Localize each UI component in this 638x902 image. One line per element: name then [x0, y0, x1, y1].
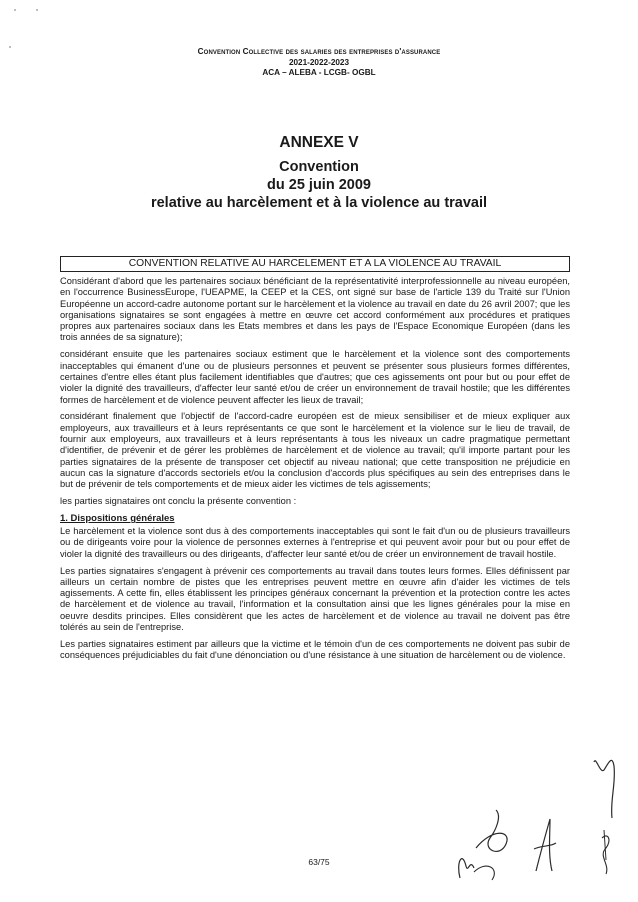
convention-title: [0, 158, 638, 212]
handwritten-margin-initials: [588, 748, 628, 876]
paragraph: considérant ensuite que les partenaires sociaux estiment que le harcèlement et la violence sont des comportements inacceptables qui émanent d'une ou de plusieurs personnes et peuvent se présenter sous plusieurs formes différentes, certaines d'entre elles étant plus facilement identifiables que d'autres; que ces agissements ont pour but ou pour effet de violer la dignité des travailleurs, d'affecter leur santé et/ou de créer un environnement de travail hostile; que les différentes formes de harcèlement et de violence peuvent affecter les lieux de travail;: [60, 349, 570, 405]
scan-speck: [36, 9, 38, 11]
boxed-section-title: CONVENTION RELATIVE AU HARCELEMENT ET A LA VIOLENCE AU TRAVAIL: [60, 256, 570, 272]
section-heading: 1. Dispositions générales: [60, 513, 175, 525]
convention-title-line1: Convention: [279, 159, 359, 175]
paragraph: considérant finalement que l'objectif de l'accord-cadre européen est de mieux sensibiliser et de mieux expliquer aux employeurs, aux travailleurs et à leurs représentants ce que sont le harcèlement et la violence sur le lieu de travail, de fournir aux employeurs, aux travailleurs et à leurs représentants à tous les niveaux un cadre pragmatique permettant d'identifier, de prévenir et de gérer les problèmes de harcèlement et de violence au travail; qu'il importe partant pour les parties signataires de la présente de transposer cet objectif au niveau national; que cette transposition ne préjudicie en aucun cas la signature d'accords sectoriels et/ou la conclusion d'accords plus spécifiques au sein des entreprises dans le but de prévenir de tels comportements et de mieux aider les victimes de tels agissements;: [60, 411, 570, 490]
document-body: [60, 276, 570, 667]
header-parties: ACA – ALEBA - LCGB- OGBL: [262, 68, 376, 77]
scan-speck: [14, 9, 16, 11]
paragraph: les parties signataires ont conclu la présente convention :: [60, 496, 297, 507]
handwritten-initials-signature: [452, 808, 524, 886]
paragraph: Considérant d'abord que les partenaires sociaux bénéficiant de la représentativité interprofessionnelle au niveau européen, en l'occurrence BusinessEurope, l'UEAPME, la CEEP et la CES, ont signé sur base de l'article 139 du Traité sur l'Union Européenne un accord-cadre autonome portant sur le harcèlement et la violence au travail en date du 26 avril 2007; que les organisations signataires se sont engagées à mettre en œuvre cet accord conformément aux procédures et pratiques propres aux partenaires sociaux dans les Etats membres et dans les pays de l'Espace Economique Européen (dans les trois années de sa signature);: [60, 276, 570, 343]
paragraph: Les parties signataires estiment par ailleurs que la victime et le témoin d'un de ces comportements ne doivent pas subir de conséquences préjudiciables du fait d'une dénonciation ou d'une résistance à une situation de harcèlement ou de violence.: [60, 638, 570, 661]
document-header: [0, 47, 638, 79]
paragraph: Les parties signataires s'engagent à prévenir ces comportements au travail dans toutes leurs formes. Elles définissent par ailleurs un certain nombre de pistes que les entreprises peuvent mettre en œuvre afin d'aider les victimes de tels agissements. A cette fin, elles établissent les principes généraux concernant la prévention et la protection contre les actes de harcèlement et de violence au travail, l'information et la consultation ainsi que les lignes générales pour la mise en oeuvre desdits principes. Elles considèrent que les actes de harcèlement et de violence au travail ne doivent pas être tolérés au sein de l'entreprise.: [60, 565, 570, 632]
convention-title-line3: relative au harcèlement et à la violence au travail: [150, 195, 488, 211]
annexe-title: ANNEXE V: [279, 134, 359, 151]
convention-title-line2: du 25 juin 2009: [267, 177, 371, 193]
header-title: Convention Collective des salaries des entreprises d'assurance: [197, 47, 441, 56]
paragraph: Le harcèlement et la violence sont dus à des comportements inacceptables qui sont le fait d'un ou de plusieurs travailleurs ou de dirigeants voire pour la violence de personnes externes à l'entreprise et qui peuvent avoir pour but ou pour effet de violer la dignité des travailleurs ou des dirigeants, d'affecter leur santé et/ou de créer un environnement de travail hostile.: [60, 526, 570, 559]
page-number: 63/75: [308, 857, 330, 867]
header-years: 2021-2022-2023: [288, 57, 350, 67]
handwritten-letter-signature: [530, 815, 558, 875]
